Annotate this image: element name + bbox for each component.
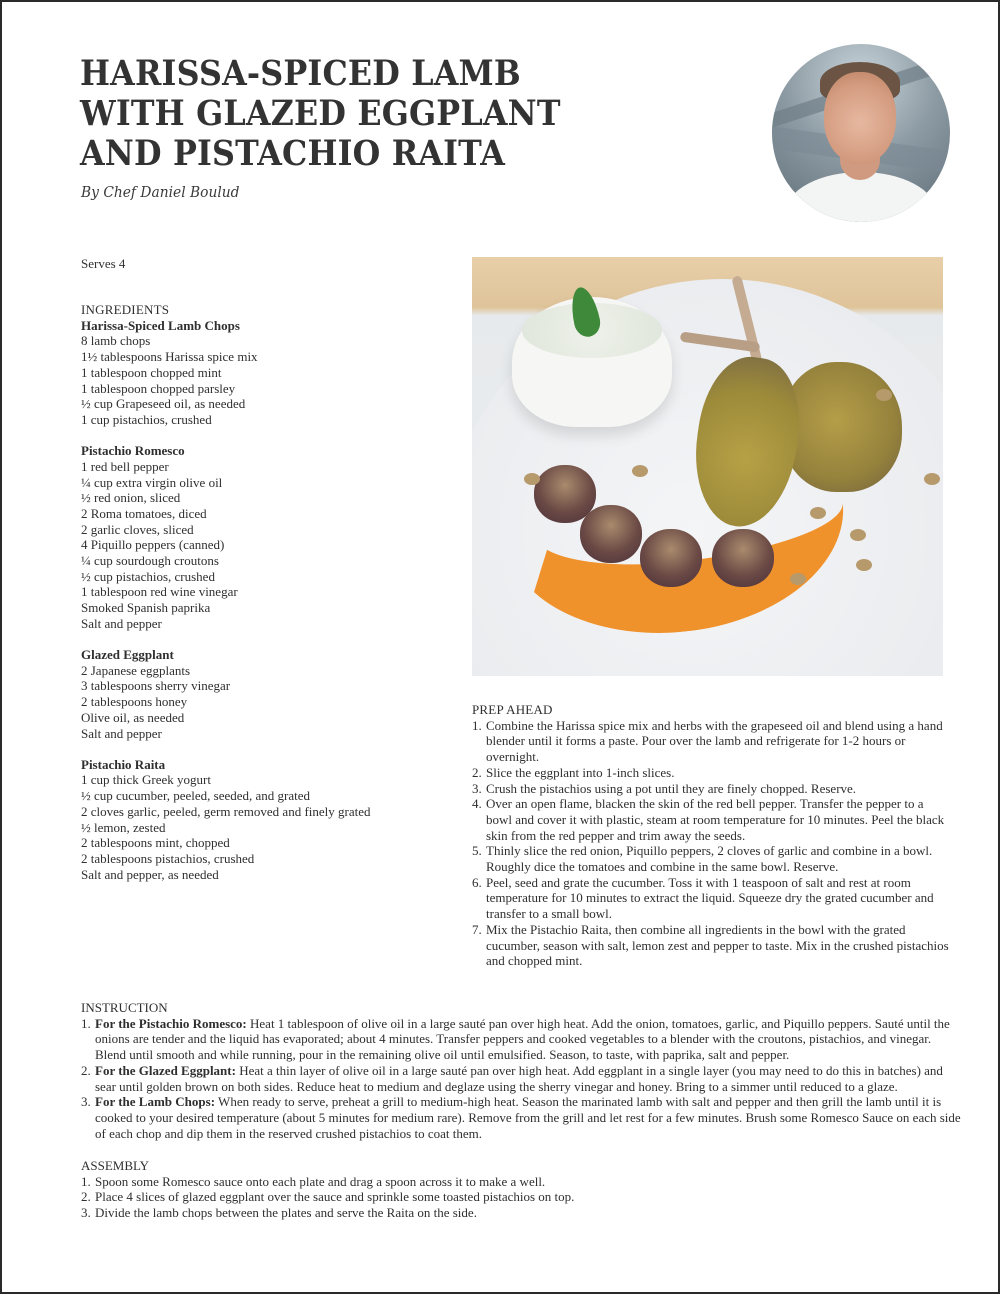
instruction-step <box>81 1094 961 1141</box>
prep-step <box>472 765 952 781</box>
title-line: AND PISTACHIO RAITA <box>80 134 506 174</box>
ingredient-item: 2 garlic cloves, sliced <box>81 521 194 537</box>
chef-face <box>824 72 896 164</box>
pistachio <box>876 389 892 401</box>
ingredients-heading: INGREDIENTS <box>81 302 170 317</box>
step-text: Mix the Pistachio Raita, then combine all ingredients in the bowl with the grated cucumber, season with salt, lemon zest and pepper to taste. Mix in the crushed pistachios and chopped mint. <box>486 921 949 969</box>
ingredient-item: 1 tablespoon chopped parsley <box>81 380 236 396</box>
ingredient-item: 2 tablespoons mint, chopped <box>81 835 230 851</box>
ingredient-item: 2 tablespoons honey <box>81 694 188 710</box>
step-number: 3. <box>81 1205 91 1221</box>
eggplant-slice <box>712 529 774 587</box>
prep-ahead-heading: PREP AHEAD <box>472 702 553 717</box>
step-text: Over an open flame, blacken the skin of the red bell pepper. Transfer the pepper to a bowl and cover it with plastic, steam at room temperature for 10 minutes. Peel the black skin from the red pepper and trim away the seeds. <box>486 796 945 843</box>
title-line: WITH GLAZED EGGPLANT <box>80 94 561 134</box>
step-text: Crush the pistachios using a pot until they are finely chopped. Reserve. <box>486 780 857 796</box>
pistachio <box>856 559 872 571</box>
serves-count: Serves 4 <box>81 256 126 271</box>
step-text: Slice the eggplant into 1-inch slices. <box>486 764 675 780</box>
step-text: Heat 1 tablespoon of olive oil in a large sauté pan over high heat. Add the onion, tomatoes, garlic, and Piquillo peppers. Sauté until the onions are tender and the liquid has evaporated; about 4 minutes. Transfer peppers and cooked vegetables to a blender with the croutons, pistachios, and vinegar. Blend until smooth and while running, pour in the remaining olive oil until emulsified. Season, to taste, with paprika, salt and pepper. <box>95 1015 950 1063</box>
ingredient-item: Olive oil, as needed <box>81 709 185 725</box>
instruction-steps <box>81 1016 961 1142</box>
ingredient-group-eggplant <box>81 647 441 741</box>
ingredient-item: 1 cup thick Greek yogurt <box>81 772 211 788</box>
ingredient-item: 1 tablespoon red wine vinegar <box>81 584 238 600</box>
step-number: 2. <box>81 1062 91 1078</box>
ingredient-item: ½ lemon, zested <box>81 819 166 835</box>
step-text: Heat a thin layer of olive oil in a large sauté pan over high heat. Add eggplant in a single layer (you may need to do this in batches) and sear until golden brown on both sides. Reduce heat to medium and deglaze using the sherry vinegar and honey. Bring to a simmer until reduced to a glaze. <box>95 1062 943 1094</box>
ingredient-item: 1 cup pistachios, crushed <box>81 411 212 427</box>
instruction-heading: INSTRUCTION <box>81 1000 168 1015</box>
pistachio <box>790 573 806 585</box>
ingredient-group-romesco <box>81 443 441 631</box>
step-number: 5. <box>472 843 482 859</box>
ingredient-group-title: Glazed Eggplant <box>81 647 174 663</box>
ingredients-section <box>81 302 441 898</box>
ingredient-item: 2 tablespoons pistachios, crushed <box>81 851 255 866</box>
ingredient-item: ½ cup Grapeseed oil, as needed <box>81 396 246 412</box>
assembly-section <box>81 1158 961 1221</box>
ingredient-group-title: Pistachio Romesco <box>81 443 185 459</box>
step-number: 4. <box>472 796 482 812</box>
prep-step <box>472 922 952 969</box>
ingredient-item: 4 Piquillo peppers (canned) <box>81 537 225 553</box>
ingredient-item: 3 tablespoons sherry vinegar <box>81 678 231 694</box>
step-lead: For the Pistachio Romesco: <box>95 1015 247 1031</box>
ingredient-item: 1 red bell pepper <box>81 458 169 474</box>
step-number: 1. <box>81 1015 91 1031</box>
ingredient-item: Salt and pepper, as needed <box>81 866 219 882</box>
ingredient-item: 1½ tablespoons Harissa spice mix <box>81 349 258 365</box>
ingredient-group-raita <box>81 757 441 883</box>
ingredient-item: 2 cloves garlic, peeled, germ removed and finely grated <box>81 803 371 819</box>
instruction-section <box>81 1000 961 1141</box>
ingredient-group-title: Pistachio Raita <box>81 756 166 772</box>
title-line: HARISSA-SPICED LAMB <box>80 54 521 94</box>
eggplant-slice <box>580 505 642 563</box>
ingredient-item: 1 tablespoon chopped mint <box>81 364 222 380</box>
eggplant-slice <box>640 529 702 587</box>
step-number: 3. <box>472 780 482 796</box>
recipe-title <box>80 54 595 174</box>
assembly-steps <box>81 1174 961 1221</box>
ingredient-item: ¼ cup sourdough croutons <box>81 553 219 569</box>
ingredient-item: ½ cup pistachios, crushed <box>81 568 215 584</box>
ingredient-item: ¼ cup extra virgin olive oil <box>81 474 223 490</box>
prep-step <box>472 796 952 843</box>
ingredient-group-lamb <box>81 318 441 428</box>
ingredient-item: ½ cup cucumber, peeled, seeded, and grated <box>81 788 311 804</box>
step-text: Peel, seed and grate the cucumber. Toss it with 1 teaspoon of salt and rest at room temperature for 10 minutes to extract the liquid. Squeeze dry the grated cucumber and transfer to a small bowl. <box>486 874 934 922</box>
step-text: Combine the Harissa spice mix and herbs with the grapeseed oil and blend using a hand blender until it forms a paste. Pour over the lamb and refrigerate for 1-2 hours or overnight. <box>486 717 943 765</box>
chef-portrait-image <box>772 44 950 222</box>
lamb-chop <box>782 362 902 492</box>
step-number: 1. <box>81 1173 91 1189</box>
ingredient-item: 2 Roma tomatoes, diced <box>81 505 207 521</box>
ingredient-item: Smoked Spanish paprika <box>81 600 211 616</box>
instruction-step <box>81 1016 961 1063</box>
pistachio <box>810 507 826 519</box>
pistachio <box>850 529 866 541</box>
step-number: 7. <box>472 921 482 937</box>
prep-steps <box>472 718 952 969</box>
assembly-step <box>81 1205 961 1221</box>
prep-step <box>472 875 952 922</box>
step-number: 1. <box>472 717 482 733</box>
pistachio <box>924 473 940 485</box>
step-number: 6. <box>472 874 482 890</box>
dish-photo <box>472 257 943 676</box>
ingredient-item: Salt and pepper <box>81 615 162 631</box>
assembly-step <box>81 1174 961 1190</box>
ingredient-item: 2 Japanese eggplants <box>81 662 191 678</box>
ingredient-item: Salt and pepper <box>81 725 162 741</box>
ingredient-item: ½ red onion, sliced <box>81 490 181 506</box>
byline: By Chef Daniel Boulud <box>81 183 240 201</box>
pistachio <box>632 465 648 477</box>
step-text: Spoon some Romesco sauce onto each plate and drag a spoon across it to make a well. <box>95 1173 546 1189</box>
assembly-heading: ASSEMBLY <box>81 1158 150 1173</box>
prep-ahead-section <box>472 702 952 969</box>
prep-step <box>472 843 952 874</box>
step-number: 2. <box>81 1189 91 1205</box>
prep-step <box>472 718 952 765</box>
pistachio <box>524 473 540 485</box>
step-number: 3. <box>81 1094 91 1110</box>
step-text: Thinly slice the red onion, Piquillo peppers, 2 cloves of garlic and combine in a bowl. Roughly dice the tomatoes and combine in the same bowl. Reserve. <box>486 843 933 875</box>
step-number: 2. <box>472 764 482 780</box>
ingredient-item: 8 lamb chops <box>81 333 151 349</box>
step-lead: For the Lamb Chops: <box>95 1094 216 1110</box>
step-text: When ready to serve, preheat a grill to medium-high heat. Season the marinated lamb with salt and pepper and then grill the lamb until it is cooked to your desired temperature (about 5 minutes for medium rare). Remove from the grill and let rest for a few minutes. Brush some Romesco Sauce on each side of each chop and dip them in the reserved crushed pistachios to coat them. <box>95 1094 961 1141</box>
assembly-step <box>81 1189 961 1205</box>
instruction-step <box>81 1063 961 1094</box>
prep-step <box>472 781 952 797</box>
step-text: Place 4 slices of glazed eggplant over the sauce and sprinkle some toasted pistachios on top. <box>95 1189 575 1205</box>
ingredient-group-title: Harissa-Spiced Lamb Chops <box>81 317 240 333</box>
step-text: Divide the lamb chops between the plates and serve the Raita on the side. <box>95 1205 477 1221</box>
step-lead: For the Glazed Eggplant: <box>95 1062 236 1078</box>
